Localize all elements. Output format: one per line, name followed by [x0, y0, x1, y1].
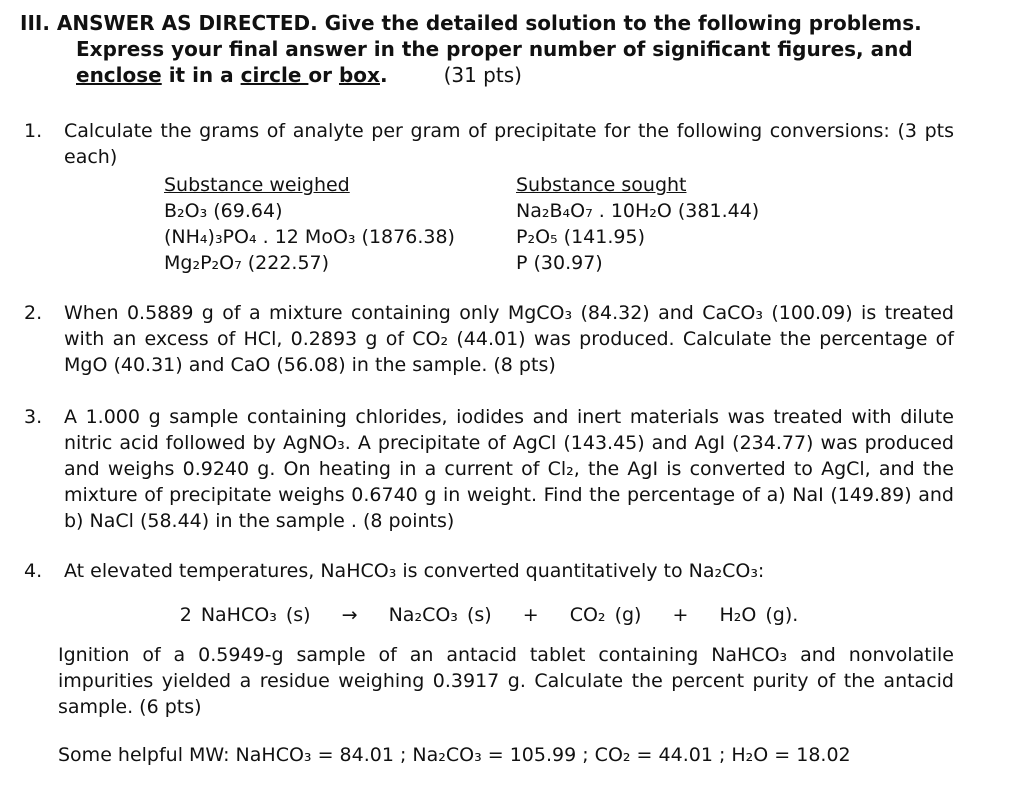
weighed-row-3: Mg₂P₂O₇ (222.57) — [164, 252, 330, 274]
header-period: . — [379, 63, 388, 87]
equation-product-1: Na₂CO₃ (s) — [388, 604, 492, 626]
or-text: or — [308, 63, 339, 87]
problem-2 — [24, 300, 954, 378]
weighed-header: Substance weighed — [164, 174, 350, 196]
reaction-equation — [24, 602, 954, 628]
sought-column — [516, 172, 868, 276]
it-in-a-text: it in a — [161, 63, 241, 87]
header-line-1: III. ANSWER AS DIRECTED. Give the detailed solution to the following problems. — [20, 11, 922, 35]
helpful-mw: Some helpful MW: NaHCO₃ = 84.01 ; Na₂CO₃ = 105.99 ; CO₂ = 44.01 ; H₂O = 18.02 — [58, 744, 851, 766]
equation-arrow: → — [341, 604, 358, 626]
problem-text-2: Ignition of a 0.5949-g sample of an antacid tablet containing NaHCO₃ and nonvolatile impurities yielded a residue weighing 0.3917 g. Calculate the percent purity of the antacid sample. (6 pts) — [58, 644, 954, 718]
sought-row-2: P₂O₅ (141.95) — [516, 226, 645, 248]
problem-3 — [24, 404, 954, 534]
problem-text: At elevated temperatures, NaHCO₃ is converted quantitatively to Na₂CO₃: — [64, 560, 765, 582]
circle-text: circle — [240, 63, 309, 87]
equation-plus-2: + — [672, 604, 689, 626]
weighed-column — [164, 172, 516, 276]
problem-number: 3. — [24, 406, 43, 428]
problem-1 — [24, 118, 954, 276]
equation-product-3: H₂O (g). — [719, 604, 799, 626]
section-points: (31 pts) — [443, 63, 522, 87]
box-text: box — [338, 63, 380, 87]
problem-text: When 0.5889 g of a mixture containing only MgCO₃ (84.32) and CaCO₃ (100.09) is treated with an excess of HCl, 0.2893 g of CO₂ (44.01) was produced. Calculate the percentage of MgO (40.31) and CaO (56.08) in the sample. (8 pts) — [64, 302, 954, 376]
problem-number: 2. — [24, 302, 43, 324]
equation-product-2: CO₂ (g) — [569, 604, 642, 626]
header-line-3 — [20, 62, 1000, 88]
section-header — [20, 10, 1000, 88]
problem-text: Calculate the grams of analyte per gram of precipitate for the following conversions: (3 pts each) — [64, 120, 954, 168]
sought-row-1: Na₂B₄O₇ . 10H₂O (381.44) — [516, 200, 760, 222]
problem-number: 4. — [24, 560, 43, 582]
header-line-2: Express your final answer in the proper number of significant figures, and — [76, 37, 913, 61]
sought-header: Substance sought — [516, 174, 687, 196]
problem-4 — [24, 558, 954, 768]
conversion-table — [164, 172, 954, 276]
problem-text: A 1.000 g sample containing chlorides, iodides and inert materials was treated with dilute nitric acid followed by AgNO₃. A precipitate of AgCl (143.45) and AgI (234.77) was produced and weighs 0.9240 g. On heating in a current of Cl₂, the AgI is converted to AgCl, and the mixture of precipitate weighs 0.6740 g in weight. Find the percentage of a) NaI (149.89) and b) NaCl (58.44) in the sample . (8 points) — [64, 406, 954, 532]
weighed-row-2: (NH₄)₃PO₄ . 12 MoO₃ (1876.38) — [164, 226, 455, 248]
equation-reactant: 2 NaHCO₃ (s) — [179, 604, 311, 626]
weighed-row-1: B₂O₃ (69.64) — [164, 200, 283, 222]
problem-number: 1. — [24, 120, 43, 142]
sought-row-3: P (30.97) — [516, 252, 603, 274]
enclose-text: enclose — [76, 63, 162, 87]
equation-plus-1: + — [522, 604, 539, 626]
